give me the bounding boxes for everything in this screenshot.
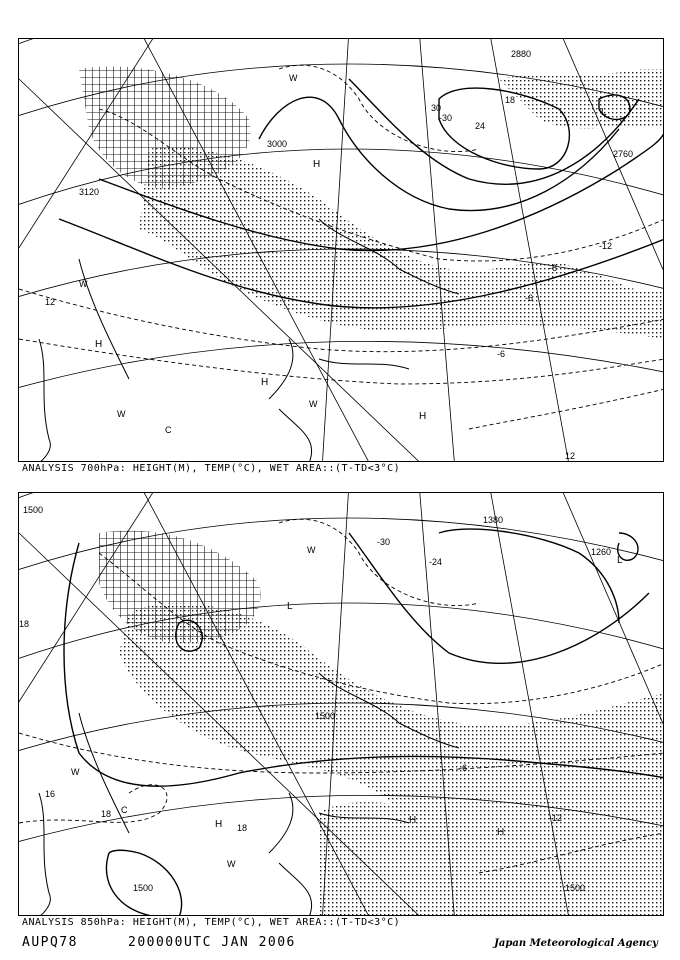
agency-credit: Japan Meteorological Agency xyxy=(494,938,658,949)
map-850hpa-svg xyxy=(19,493,664,916)
warm-marker: W xyxy=(289,73,298,83)
cold-marker: C xyxy=(121,805,128,815)
caption-850hpa: ANALYSIS 850hPa: HEIGHT(M), TEMP(°C), WET AREA::(T-TD<3°C) xyxy=(22,917,401,928)
warm-marker: W xyxy=(309,399,318,409)
isotherm-label: 18 xyxy=(19,619,30,629)
contour-label: 1260 xyxy=(591,547,612,557)
isotherm-label: 12 xyxy=(565,451,576,461)
caption-700hpa: ANALYSIS 700hPa: HEIGHT(M), TEMP(°C), WET AREA::(T-TD<3°C) xyxy=(22,463,401,474)
chart-code: AUPQ78 xyxy=(22,935,78,950)
valid-time: 200000UTC JAN 2006 xyxy=(128,935,296,950)
wet-area xyxy=(79,66,664,339)
wet-area xyxy=(99,530,664,916)
isotherm-label: 18 xyxy=(505,95,516,105)
contour-label: 1500 xyxy=(133,883,154,893)
contour-label: 1380 xyxy=(483,515,504,525)
pressure-system-high: H xyxy=(215,819,223,830)
map-700hpa-svg xyxy=(19,39,664,462)
pressure-system-high: H xyxy=(261,377,269,388)
warm-marker: W xyxy=(117,409,126,419)
isotherm-label: -6 xyxy=(525,293,534,303)
isotherm-label: 24 xyxy=(475,121,486,131)
isotherm-label: 18 xyxy=(237,823,248,833)
contour-label: 1500 xyxy=(23,505,44,515)
pressure-system-low: L xyxy=(617,555,623,566)
contour-label: 1500 xyxy=(565,883,586,893)
warm-marker: W xyxy=(227,859,236,869)
warm-marker: W xyxy=(71,767,80,777)
contour-label: 1500 xyxy=(315,711,336,721)
isotherm-label: -6 xyxy=(549,263,558,273)
contour-label: 3120 xyxy=(79,187,100,197)
isotherm-label: -30 xyxy=(439,113,453,123)
isotherm-label: -24 xyxy=(429,557,443,567)
warm-marker: W xyxy=(79,279,88,289)
isotherm-label: -12 xyxy=(599,241,613,251)
isotherm-label: 12 xyxy=(45,297,56,307)
pressure-system-low: L xyxy=(601,107,607,118)
isotherm-label: -6 xyxy=(459,763,468,773)
contour-label: 3000 xyxy=(267,139,288,149)
isotherm-label: 30 xyxy=(431,103,442,113)
isotherm-label: -12 xyxy=(549,813,563,823)
pressure-system-high: H xyxy=(313,159,321,170)
contour-label: 2760 xyxy=(613,149,634,159)
pressure-system-high: H xyxy=(419,411,427,422)
pressure-system-low: L xyxy=(201,631,207,642)
map-panel-700hpa xyxy=(18,38,664,462)
pressure-system-low: L xyxy=(287,601,293,612)
cold-marker: C xyxy=(165,425,172,435)
warm-marker: W xyxy=(307,545,316,555)
isotherm-label: 16 xyxy=(45,789,56,799)
pressure-system-high: H xyxy=(497,827,505,838)
isotherm-label: -6 xyxy=(497,349,506,359)
contour-label: 2880 xyxy=(511,49,532,59)
pressure-system-high: H xyxy=(409,815,417,826)
isotherm-label: 18 xyxy=(101,809,112,819)
pressure-system-high: H xyxy=(95,339,103,350)
isotherm-label: -30 xyxy=(377,537,391,547)
map-panel-850hpa xyxy=(18,492,664,916)
